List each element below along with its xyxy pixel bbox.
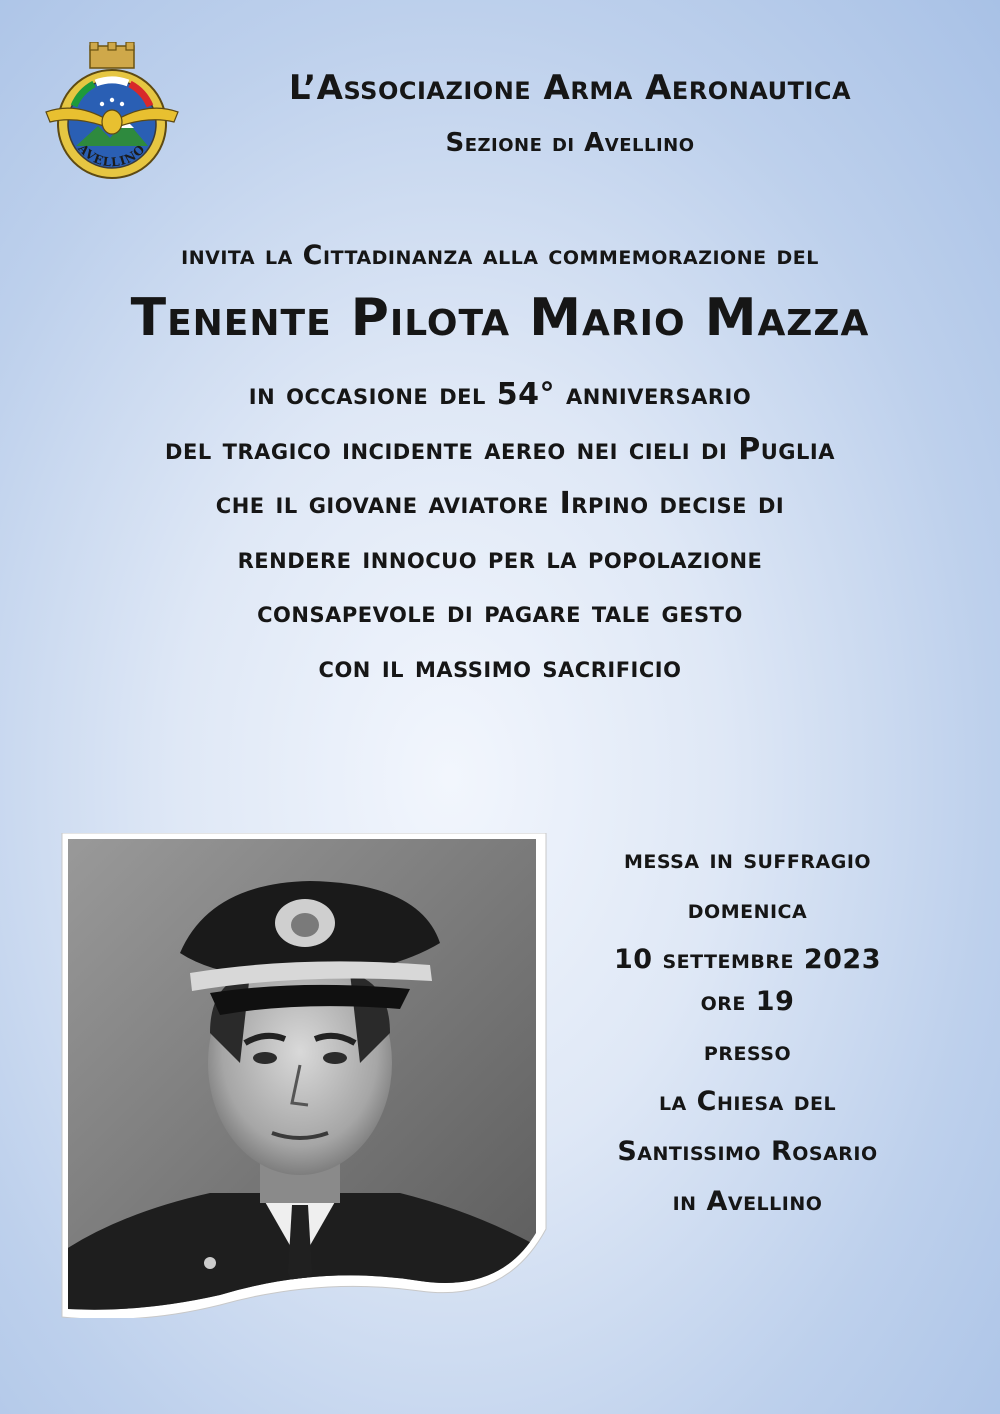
detail-date: 10 settembre 2023 xyxy=(613,944,882,975)
body-line: consapevole di pagare tale gesto xyxy=(257,595,743,630)
association-title: L’Associazione Arma Aeronautica xyxy=(288,68,852,108)
logo-ring-text: AVELLINO xyxy=(75,141,149,170)
body-line: del tragico incidente aereo nei cieli di Puglia xyxy=(165,431,835,467)
event-details xyxy=(560,840,935,1232)
honoree-name: Tenente Pilota Mario Mazza xyxy=(130,288,870,348)
detail-mass: messa in suffragio xyxy=(623,844,872,875)
detail-church-1: la Chiesa del xyxy=(658,1086,837,1117)
eagle-crest-icon xyxy=(44,42,180,182)
detail-city: in Avellino xyxy=(672,1186,823,1217)
pilot-portrait-photo xyxy=(60,833,550,1318)
detail-day: domenica xyxy=(687,894,808,925)
body-line: con il massimo sacrificio xyxy=(318,649,682,685)
portrait-image xyxy=(60,833,550,1318)
invite-line: invita la Cittadinanza alla commemorazione del xyxy=(181,240,819,271)
body-line: rendere innocuo per la popolazione xyxy=(237,540,763,576)
section-subtitle: Sezione di Avellino xyxy=(445,128,695,158)
detail-church-2: Santissimo Rosario xyxy=(617,1136,878,1167)
detail-at: presso xyxy=(703,1036,792,1067)
detail-time: ore 19 xyxy=(700,986,795,1017)
association-logo xyxy=(44,42,180,182)
body-line: in occasione del 54° anniversario xyxy=(248,377,752,412)
body-line: che il giovane aviatore Irpino decise di xyxy=(215,486,785,521)
commemoration-text xyxy=(20,368,980,695)
